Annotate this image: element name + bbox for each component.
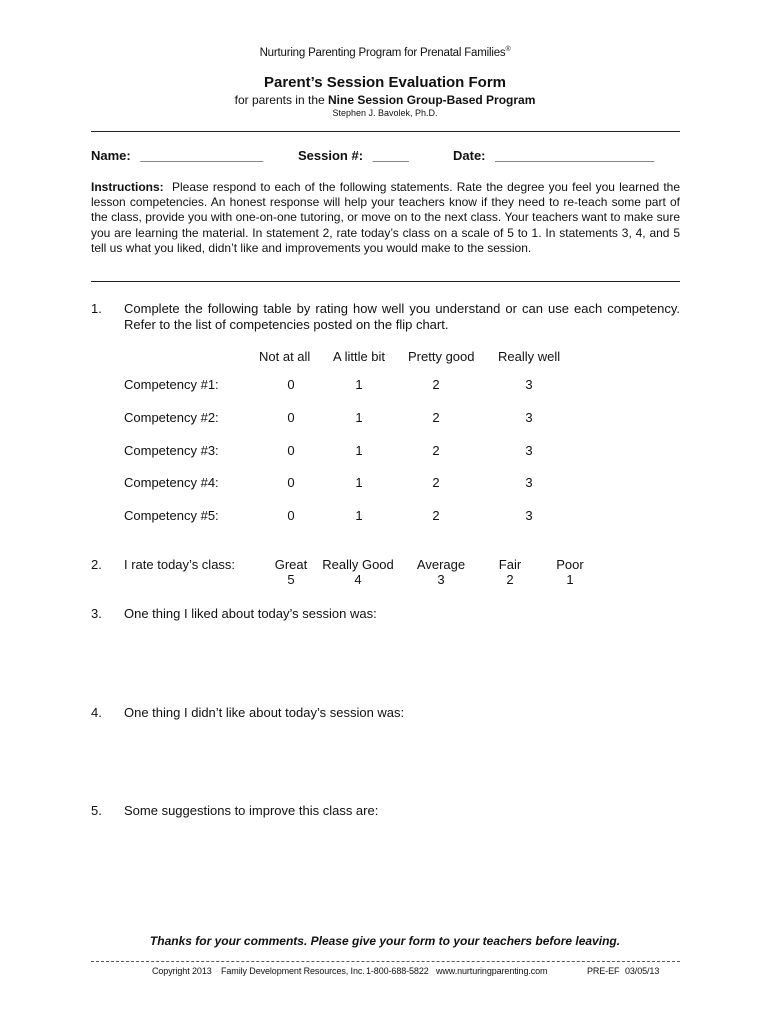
rating-option-2[interactable]: 2: [432, 377, 440, 392]
date-blank[interactable]: ______________________: [495, 148, 655, 163]
program-type: Nine Session Group-Based Program: [328, 93, 536, 107]
name-field[interactable]: [91, 148, 263, 163]
footer-divider: [91, 961, 680, 962]
footer-website: www.nurturingparenting.com: [436, 966, 548, 976]
rating-option-1[interactable]: 1: [355, 443, 363, 458]
q5-text: Some suggestions to improve this class are:: [124, 803, 379, 818]
author: Stephen J. Bavolek, Ph.D.: [332, 108, 438, 118]
rating-poor[interactable]: [528, 557, 612, 587]
footer-company: Family Development Resources, Inc.: [221, 966, 365, 976]
rating-option-0[interactable]: 0: [287, 475, 295, 490]
competency-label: Competency #3:: [124, 443, 219, 458]
session-blank[interactable]: _____: [372, 148, 409, 163]
rating-option-2[interactable]: 2: [432, 410, 440, 425]
header-not-at-all: Not at all: [259, 349, 311, 364]
rating-label: Really Good: [322, 557, 394, 572]
q4-text: One thing I didn’t like about today’s session was:: [124, 705, 405, 720]
registered-mark: ®: [505, 46, 511, 53]
rating-value: 4: [354, 572, 362, 587]
rating-option-3[interactable]: 3: [525, 508, 533, 523]
rating-option-2[interactable]: 2: [432, 508, 440, 523]
q5-answer-area[interactable]: [124, 823, 680, 923]
footer-code: PRE-EF: [587, 966, 620, 976]
rating-value: 5: [287, 572, 295, 587]
header-divider: [91, 131, 680, 132]
rating-option-0[interactable]: 0: [287, 443, 295, 458]
header-a-little-bit: A little bit: [333, 349, 386, 364]
rating-value: 3: [437, 572, 445, 587]
rating-label: Average: [416, 557, 466, 572]
rating-option-1[interactable]: 1: [355, 508, 363, 523]
session-field[interactable]: [298, 148, 409, 163]
form-title: Parent’s Session Evaluation Form: [263, 74, 506, 91]
rating-option-0[interactable]: 0: [287, 377, 295, 392]
rating-option-0[interactable]: 0: [287, 410, 295, 425]
thanks-note: Thanks for your comments. Please give your form to your teachers before leaving.: [149, 934, 621, 948]
rating-option-1[interactable]: 1: [355, 377, 363, 392]
rating-option-1[interactable]: 1: [355, 475, 363, 490]
rating-option-3[interactable]: 3: [525, 475, 533, 490]
rating-option-3[interactable]: 3: [525, 377, 533, 392]
rating-option-3[interactable]: 3: [525, 443, 533, 458]
rating-value: 1: [566, 572, 574, 587]
rating-label: Poor: [556, 557, 584, 572]
instructions: [91, 180, 680, 256]
rating-option-2[interactable]: 2: [432, 475, 440, 490]
rating-label: Great: [274, 557, 308, 572]
instructions-text: Please respond to each of the following statements. Rate the degree you feel you learned the lesson competencies. An honest response will help your teachers know if they need to re-teach some part of the class, provide you with one-on-one tutoring, or move on to the next class. Your teachers want to make sure you are learning the material. In statement 2, rate today’s class on a scale of 5 to 1. In statements 3, 4, and 5 tell us what you liked, didn’t like and improvements you would make to the session.: [91, 180, 681, 255]
q2-number: 2.: [91, 557, 102, 572]
rating-label: Fair: [498, 557, 522, 572]
instructions-label: Instructions:: [91, 180, 164, 194]
competency-label: Competency #5:: [124, 508, 219, 523]
footer-phone: 1-800-688-5822: [366, 966, 429, 976]
rating-option-3[interactable]: 3: [525, 410, 533, 425]
rating-option-2[interactable]: 2: [432, 443, 440, 458]
rating-value: 2: [506, 572, 514, 587]
session-label: Session #:: [298, 148, 364, 163]
rating-really-good[interactable]: [316, 557, 400, 587]
name-blank[interactable]: _________________: [140, 148, 264, 163]
rating-option-1[interactable]: 1: [355, 410, 363, 425]
q3-answer-area[interactable]: [124, 626, 680, 696]
competency-label: Competency #4:: [124, 475, 219, 490]
q3-text: One thing I liked about today’s session was:: [124, 606, 377, 621]
name-label: Name:: [91, 148, 131, 163]
q1-text: Complete the following table by rating how well you understand or can use each competency. Refer to the list of competencies posted on the flip chart.: [124, 301, 680, 332]
q4-answer-area[interactable]: [124, 725, 680, 795]
q2-text: I rate today’s class:: [124, 557, 236, 572]
q4-number: 4.: [91, 705, 102, 720]
instructions-divider: [91, 281, 680, 282]
header-really-well: Really well: [498, 349, 561, 364]
competency-label: Competency #1:: [124, 377, 219, 392]
q1-number: 1.: [91, 301, 102, 316]
q5-number: 5.: [91, 803, 102, 818]
program-name: Nurturing Parenting Program for Prenatal Families®: [259, 46, 511, 59]
form-subtitle: for parents in the Nine Session Group-Based Program: [234, 93, 536, 107]
rating-option-0[interactable]: 0: [287, 508, 295, 523]
date-label: Date:: [453, 148, 486, 163]
footer-date: 03/05/13: [625, 966, 660, 976]
competency-label: Competency #2:: [124, 410, 219, 425]
footer-copyright: Copyright 2013: [152, 966, 212, 976]
date-field[interactable]: [453, 148, 654, 163]
q3-number: 3.: [91, 606, 102, 621]
header-pretty-good: Pretty good: [408, 349, 475, 364]
